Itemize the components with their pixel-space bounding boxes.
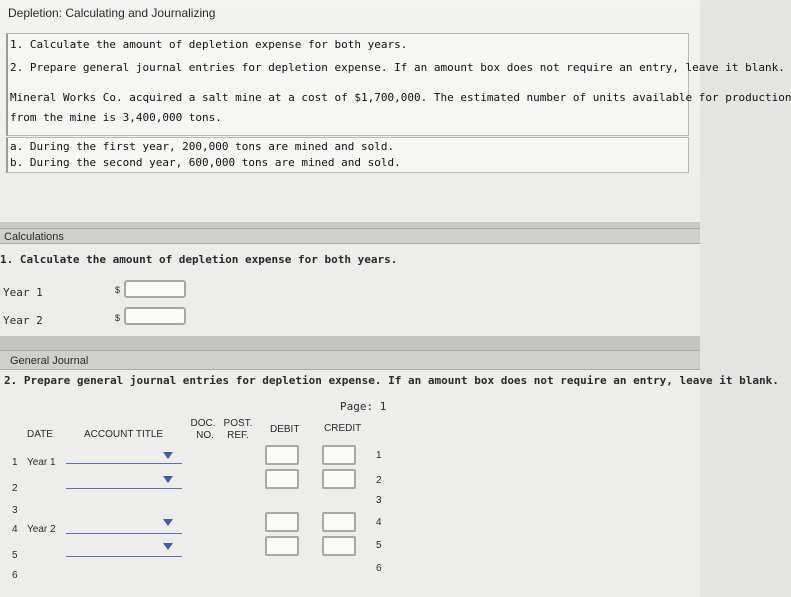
journal-panel: [0, 370, 779, 597]
row-6-number: 6: [12, 570, 18, 581]
year-1-label: Year 1: [3, 286, 43, 299]
row-5-dropdown-icon[interactable]: [163, 543, 173, 550]
row-1-number: 1: [12, 457, 18, 468]
item-b: b. During the second year, 600,000 tons are mined and sold.: [10, 156, 401, 169]
row-2-debit-input[interactable]: [265, 469, 299, 489]
page-label: Page: 1: [340, 400, 387, 413]
row-5-credit-input[interactable]: [322, 536, 356, 556]
year-2-currency: $: [115, 313, 121, 323]
col-date: DATE: [27, 429, 53, 440]
task-2-box: [6, 55, 785, 88]
calculations-header: Calculations: [0, 228, 700, 244]
row-1-date: Year 1: [27, 457, 56, 468]
items-box: [6, 137, 689, 173]
row-4-date: Year 2: [27, 524, 56, 535]
row-4-debit-input[interactable]: [265, 512, 299, 532]
row-2-dropdown-icon[interactable]: [163, 476, 173, 483]
row-4-account-select[interactable]: [66, 533, 182, 534]
problem-card: [0, 0, 791, 222]
col-account-title: ACCOUNT TITLE: [84, 429, 164, 440]
col-debit: DEBIT: [270, 424, 300, 435]
row-5-number: 5: [12, 550, 18, 561]
calculations-panel: [0, 244, 700, 336]
row-3-number: 3: [12, 505, 18, 516]
row-4-number: 4: [12, 524, 18, 535]
row-4-dropdown-icon[interactable]: [163, 519, 173, 526]
journal-instruction: 2. Prepare general journal entries for depletion expense. If an amount box does not require an entry, leave it blank.: [4, 374, 779, 387]
row-5-debit-input[interactable]: [265, 536, 299, 556]
row-5-account-select[interactable]: [66, 556, 182, 557]
task-1-text: 1. Calculate the amount of depletion expense for both years.: [10, 38, 408, 51]
col-credit: CREDIT: [324, 423, 362, 434]
year-2-depletion-input[interactable]: [124, 307, 186, 325]
row-5-right-number: 5: [376, 540, 382, 551]
col-doc-no-2: NO.: [196, 430, 214, 441]
item-a: a. During the first year, 200,000 tons are mined and sold.: [10, 140, 395, 153]
col-post-ref-1: POST.: [223, 418, 253, 429]
row-1-dropdown-icon[interactable]: [163, 452, 173, 459]
scenario-line-1: Mineral Works Co. acquired a salt mine at a cost of $1,700,000. The estimated number of units available for production: [10, 91, 791, 104]
problem-title: Depletion: Calculating and Journalizing: [8, 6, 216, 20]
task-2-text: 2. Prepare general journal entries for depletion expense. If an amount box does not require an entry, leave it blank.: [10, 61, 785, 74]
year-1-depletion-input[interactable]: [124, 280, 186, 298]
journal-header: General Journal: [0, 350, 700, 370]
year-2-label: Year 2: [3, 314, 43, 327]
col-post-ref-2: REF.: [227, 430, 249, 441]
row-1-account-select[interactable]: [66, 463, 182, 464]
scenario-box: [6, 87, 791, 136]
row-3-right-number: 3: [376, 495, 382, 506]
row-4-credit-input[interactable]: [322, 512, 356, 532]
row-2-number: 2: [12, 483, 18, 494]
row-4-right-number: 4: [376, 517, 382, 528]
scenario-line-2: from the mine is 3,400,000 tons.: [10, 111, 222, 124]
row-1-credit-input[interactable]: [322, 445, 356, 465]
row-6-right-number: 6: [376, 563, 382, 574]
row-2-right-number: 2: [376, 475, 382, 486]
col-doc-no-1: DOC.: [190, 418, 216, 429]
section-divider-2: [0, 336, 700, 350]
row-2-account-select[interactable]: [66, 488, 182, 489]
row-1-right-number: 1: [376, 450, 382, 461]
task-1-box: [6, 33, 689, 57]
calculations-instruction: 1. Calculate the amount of depletion expense for both years.: [0, 253, 398, 266]
year-1-currency: $: [115, 285, 121, 295]
row-1-debit-input[interactable]: [265, 445, 299, 465]
row-2-credit-input[interactable]: [322, 469, 356, 489]
